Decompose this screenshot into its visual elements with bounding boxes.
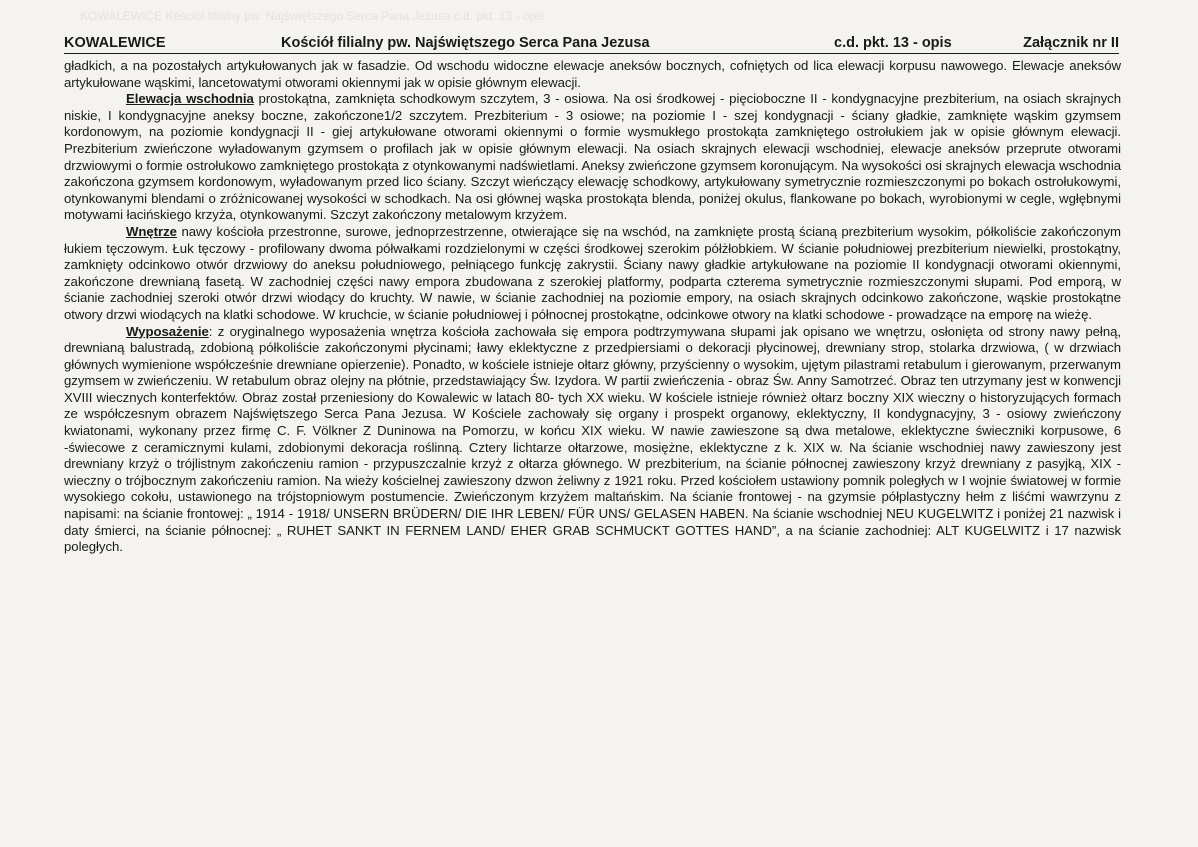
header-section: c.d. pkt. 13 - opis: [834, 35, 952, 51]
paragraph-heading: Wnętrze: [126, 223, 177, 239]
paragraph-heading: Elewacja wschodnia: [126, 91, 254, 107]
header-church-name: Kościół filialny pw. Najświętszego Serca Pana Jezusa: [281, 35, 650, 51]
paragraph-text: gładkich, a na pozostałych artykułowanych jak w fasadzie. Od wschodu widoczne elewacje aneksów bocznych, cofniętych od lica elewacji korpusu nawowego. Elewacje aneksów artykułowane wąskimi, lancetowatymi otworami okiennymi jak w opisie głównym elewacji.: [64, 58, 1121, 90]
paragraph-heading: Wyposażenie: [126, 323, 209, 339]
paragraph-continuation: [64, 58, 1121, 91]
paragraph-text: prostokątna, zamknięta schodkowym szczytem, 3 - osiowa. Na osi środkowej - pięcioboczne II - kondygnacyjne prezbiterium, na osiach skrajnych niskie, I kondygnacyjne aneksy boczne, zakończone1/2 szczytem. Prezbiterium - 3 osiowe; na poziomie I - szej kondygnacji - ściany gładkie, zamknięte wąskim gzymsem kordonowym, na poziomie kondygnacji II - giej artykułowane otworami okiennymi o formie wysmukłego prostokąta zamkniętego ostrołukiem jak w opisie głównym elewacji. Prezbiterium zwieńczone wyładowanym gzymsem o profilach jak w opisie głównym elewacji. Na osiach skrajnych elewacji wschodniej, elewacje aneksów przeprute otworami drzwiowymi o formie ostrołukowo zamkniętego prostokąta z otynkowanymi nadświetlami. Aneksy zwieńczone gzymsem koronującym. Na wysokości osi skrajnych elewacja wschodnia zakończona gzymsem kordonowym, wyładowanym przed lico ściany. Szczyt wieńczący elewację schodkowy, artykułowany symetrycznie rozmieszczonymi po bokach ostrołukowymi, otynkowanymi blendami o zróżnicowanej wysokości w schodkach. Na osi głównej wąska prostokąta blenda, poniżej okulus, flankowane po bokach, wyrobionymi w cegle, wgłębnymi motywami łacińskiego krzyża, otynkowanymi. Szczyt zakończony metalowym krzyżem.: [64, 91, 1121, 223]
paragraph-text: : z oryginalnego wyposażenia wnętrza kościoła zachowała się empora podtrzymywana słupami jak opisano we wnętrzu, osłonięta od strony nawy pełną, drewnianą balustradą, zdobioną półkoliście zakończonymi płycinami; ławy eklektyczne z przedpiersiami o dekoracji płycinowej, drewniany strop, stolarka drzwiowa, ( w drzwiach głównych wymienione współcześnie drewniane opierzenie). Ponadto, w kościele istnieje ołtarz główny, przyścienny o wysokim, ujętym pilastrami retabulum i gierowanym, przerwanym gzymsem w zwieńczeniu. W retabulum obraz olejny na płótnie, przedstawiający Św. Izydora. W partii zwieńczenia - obraz Św. Anny Samotrzeć. Obraz ten utrzymany jest w konwencji XVIII wiecznych konterfektów. Obraz został przeniesiony do Kowalewic w latach 80- tych XX wieku. W kościele istnieje również ołtarz boczny XIX wieczny o historyzujących formach ze współczesnym obrazem Najświętszego Serca Pana Jezusa. W Kościele zachowały się organy i prospekt organowy, eklektyczny, II kondygnacyjny, 3 - osiowy zwieńczony kwiatonami, wykonany przez firmę C. F. Völkner Z Duninowa na Pomorzu, w końcu XIX wieku. W nawie zawieszone są dwa metalowe, eklektyczne świeczniki korpusowe, 6 -świecowe z ceramicznymi kulami, zdobionymi dekoracja roślinną. Cztery lichtarze ołtarzowe, mosiężne, eklektyczne z k. XIX w. Na ścianie wschodniej nawy zawieszony jest drewniany krzyż o trójlistnym zakończeniu ramion - przypuszczalnie krzyż z ołtarza głównego. W prezbiterium, na ścianie północnej zawieszony krzyż drewniany z pasyjką, XIX - wieczny o trójbocznym zakończeniu ramion. Na wieży kościelnej zawieszony dzwon żeliwny z 1921 roku. Przed kościołem ustawiony pomnik poległych w I wojnie światowej w formie wysokiego cokołu, ustawionego na trójstopniowym postumencie. Zwieńczonym krzyżem maltańskim. Na ścianie frontowej - na gzymsie półplastyczny hełm z liśćmi wawrzynu z napisami: na ścianie frontowej: „ 1914 - 1918/ UNSERN BRÜDERN/ DIE IHR LEBEN/ FÜR UNS/ GELASEN HABEN. Na ścianie wschodniej NEU KUGELWITZ i poniżej 21 nazwisk i daty śmierci, na ścianie północnej: „ RUHET SANKT IN FERNEM LAND/ EHER GRAB SCHMUCKT GOTTES HAND”, a na ścianie zachodniej: ALT KUGELWITZ i 17 nazwisk poległych.: [64, 323, 1121, 555]
paragraph-text: nawy kościoła przestronne, surowe, jednoprzestrzenne, otwierające się na wschód, na zamknięte prostą ścianą prezbiterium wysokim, półkoliście zakończonym łukiem tęczowym. Łuk tęczowy - profilowany dwoma półwałkami rozdzielonymi w części środkowej szerokim półżłobkiem. W ścianie południowej prezbiterium niewielki, prostokątny, zamknięty odcinkowo otwór drzwiowy do aneksu południowego, pełniącego funkcję zakrystii. Ściany nawy gładkie artykułowane na poziomie II kondygnacji otworami okiennymi, zakończone drewnianą fasetą. W zachodniej części nawy empora zbudowana z szerokiej platformy, podparta czterema symetrycznie rozmieszczonymi słupami. Pod emporą, w ścianie zachodniej szeroki otwór drzwi wiodący do kruchty. W nawie, w ścianie zachodniej na poziomie empory, na osiach skrajnych odcinkowo zakończone, wąskie prostokątne otwory drzwi wiodących na klatki schodowe. W kruchcie, w ścianie południowej i północnej prostokątne, odcinkowe otwory na klatki schodowe - prowadzące na emporę na wieżę.: [64, 223, 1121, 322]
paragraph-interior: [64, 224, 1121, 324]
paragraph-furnishings: [64, 324, 1121, 556]
document-body: [64, 58, 1121, 556]
paragraph-east-elevation: [64, 91, 1121, 224]
show-through-text: KOWALEWICE Kościół filialny pw. Najświętszego Serca Pana Jezusa c.d. pkt. 13 - opis: [80, 9, 546, 23]
page-header: [64, 33, 1119, 54]
header-attachment: Załącznik nr II: [1023, 35, 1119, 51]
header-location: KOWALEWICE: [64, 35, 166, 51]
